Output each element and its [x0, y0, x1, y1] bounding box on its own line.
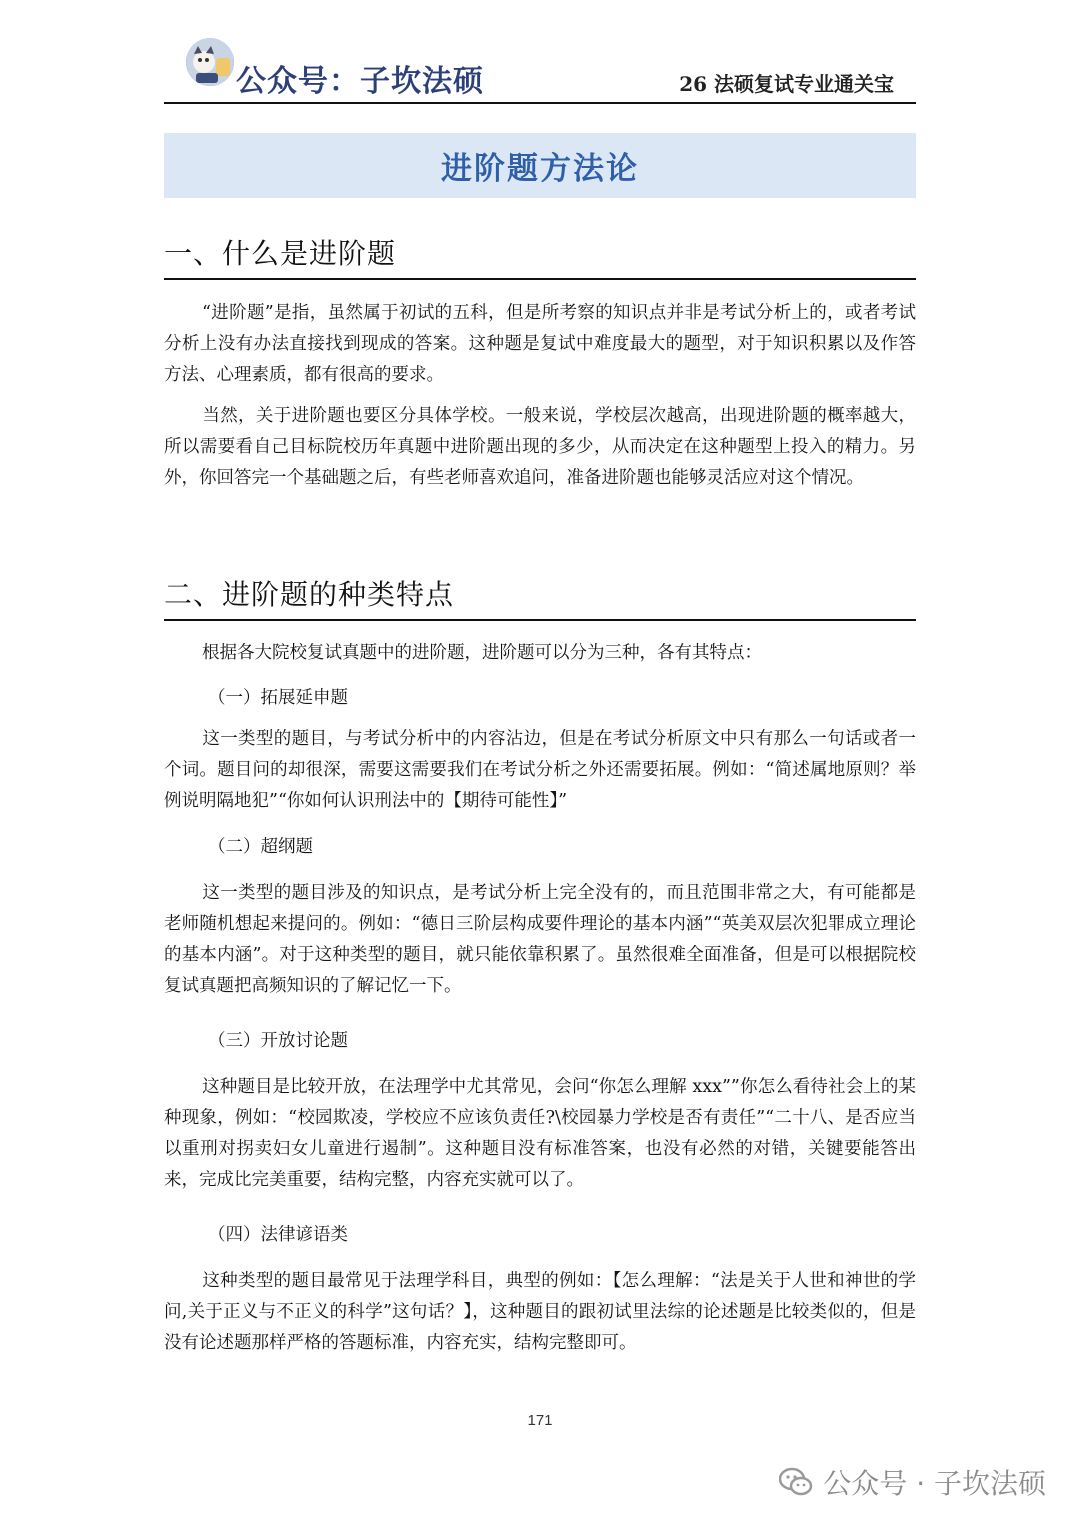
wechat-icon — [779, 1467, 813, 1497]
subheading-1: （一）拓展延申题 — [208, 688, 348, 708]
item3-text: 这种题目是比较开放，在法理学中尤其常见，会问“你怎么理解 xxx””你怎么看待社会上的某种现象，例如：“校园欺凌，学校应不应该负责任?\校园暴力学校是否有责任”“二十八、是否应当以重刑对拐卖妇女儿童进行遏制”。这种题目没有标准答案，也没有必然的对错，关键要能答出来，完成比完美重要，结构完整，内容充实就可以了。 — [164, 1077, 916, 1190]
item1-text: 这一类型的题目，与考试分析中的内容沾边，但是在考试分析原文中只有那么一句话或者一个词。题目问的却很深，需要这需要我们在考试分析之外还需要拓展。例如：“简述属地原则？举例说明隔地犯”“你如何认识刑法中的【期待可能性】” — [164, 729, 916, 811]
section-heading-1 — [164, 236, 916, 280]
section1-p1: “进阶题”是指，虽然属于初试的五科，但是所考察的知识点并非是考试分析上的，或者考试分析上没有办法直接找到现成的答案。这种题是复试中难度最大的题型，对于知识积累以及作答方法、心理素质，都有很高的要求。 — [164, 303, 916, 385]
item4-text: 这种类型的题目最常见于法理学科目，典型的例如：【怎么理解：“法是关于人世和神世的学问,关于正义与不正义的科学”这句话？】，这种题目的跟初试里法综的论述题是比较类似的，但是没有论述题那样严格的答题标准，内容充实，结构完整即可。 — [164, 1271, 916, 1353]
paragraph — [164, 1072, 916, 1196]
page-number: 171 — [527, 1412, 553, 1429]
paragraph — [164, 724, 916, 817]
watermark-text: 公众号 · 子坎法硕 — [823, 1467, 1046, 1500]
section1-p2: 当然，关于进阶题也要区分具体学校。一般来说，学校层次越高，出现进阶题的概率越大，所以需要看自己目标院校历年真题中进阶题出现的多少，从而决定在这种题型上投入的精力。另外，你回答完一个基础题之后，有些老师喜欢追问，准备进阶题也能够灵活应对这个情况。 — [164, 406, 916, 488]
section-heading-2 — [164, 577, 916, 621]
avatar-logo-icon — [186, 38, 234, 86]
section2-intro: 根据各大院校复试真题中的进阶题，进阶题可以分为三种，各有其特点： — [202, 643, 762, 663]
subheading-3: （三）开放讨论题 — [208, 1031, 348, 1051]
paragraph — [164, 638, 916, 669]
watermark — [779, 1462, 1046, 1502]
header-book-title: 26 法硕复试专业通关宝 — [679, 72, 894, 96]
section-heading-1-text: 一、什么是进阶题 — [164, 237, 397, 270]
item2-text: 这一类型的题目涉及的知识点，是考试分析上完全没有的，而且范围非常之大，有可能都是老师随机想起来提问的。例如：“德日三阶层构成要件理论的基本内涵”“英美双层次犯罪成立理论的基本内涵”。对于这种类型的题目，就只能依靠积累了。虽然很难全面准备，但是可以根据院校复试真题把高频知识的了解记忆一下。 — [164, 883, 916, 996]
page-title: 进阶题方法论 — [441, 151, 639, 187]
page-header — [164, 38, 916, 104]
title-banner — [164, 133, 916, 198]
section-heading-2-text: 二、进阶题的种类特点 — [164, 578, 455, 611]
subheading-4: （四）法律谚语类 — [208, 1225, 348, 1245]
brand-title: 公众号：子坎法硕 — [236, 64, 484, 99]
subheading-2: （二）超纲题 — [208, 837, 313, 857]
paragraph — [164, 1266, 916, 1359]
paragraph — [164, 298, 916, 391]
paragraph — [164, 878, 916, 1002]
paragraph — [164, 401, 916, 494]
